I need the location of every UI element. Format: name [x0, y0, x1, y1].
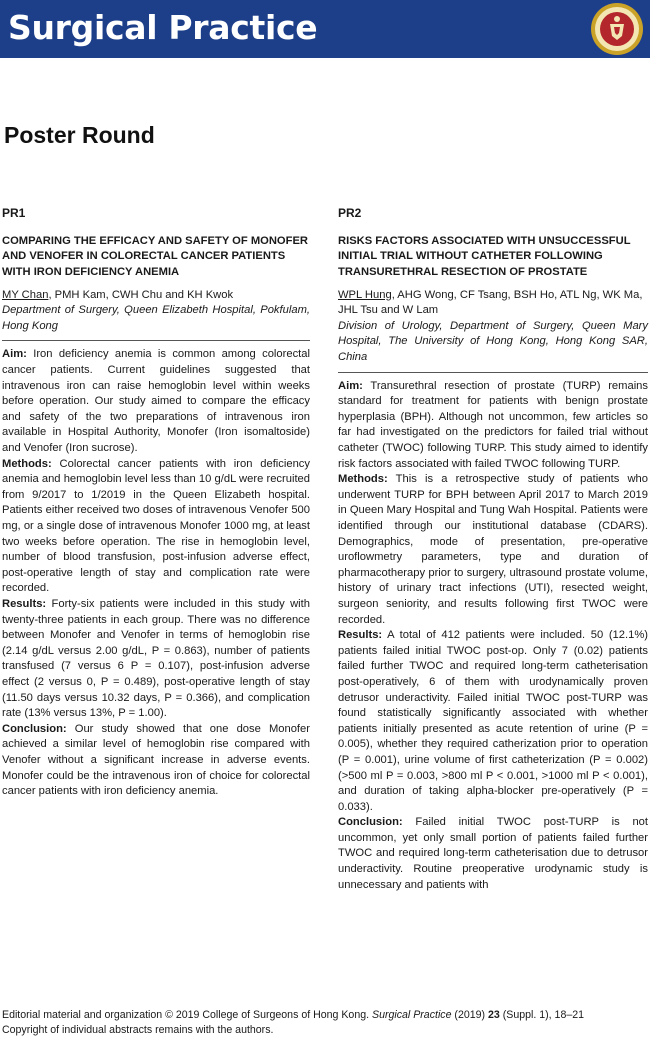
- abstract-id: PR2: [338, 206, 362, 220]
- author-list: [338, 288, 648, 319]
- journal-banner: [0, 0, 650, 58]
- conclusion-paragraph: Conclusion: Failed initial TWOC post-TURP is not uncommon, yet only small portion of patients failed further TWOC and required long-term catheterisation due to detrusor underactivity. Routine preoperative urodynamic study is unnecessary and patients with: [338, 816, 648, 891]
- presenting-author: WPL Hung: [338, 288, 392, 301]
- abstract-title: RISKS FACTORS ASSOCIATED WITH UNSUCCESSFUL INITIAL TRIAL WITHOUT CATHETER FOLLOWING TRANSURETHRAL RESECTION OF PROSTATE: [338, 234, 631, 278]
- aim-paragraph: Aim: Transurethral resection of prostate (TURP) remains standard for treatment for patients with benign prostate hyperplasia (BPH). Although not uncommon, few articles so far had investigated on the predictors for failed trial without catheter (TWOC) following TURP. This study aimed to identify risk factors associated with failed TWOC following TURP.: [338, 379, 648, 470]
- footer-line-2: Copyright of individual abstracts remains with the authors.: [2, 1024, 274, 1036]
- abstract-title: COMPARING THE EFFICACY AND SAFETY OF MONOFER AND VENOFER IN COLORECTAL CANCER PATIENTS WITH IRON DEFICIENCY ANEMIA: [2, 234, 309, 278]
- journal-title: Surgical Practice: [8, 8, 318, 47]
- abstract-id: PR1: [2, 206, 26, 220]
- conclusion-paragraph: Conclusion: Our study showed that one dose Monofer achieved a similar level of hemoglobin rise compared with Venofer without a significant increase in adverse events. Monofer could be the intravenous iron of choice for colorectal cancer patients with iron deficiency anemia.: [2, 722, 310, 798]
- methods-paragraph: Methods: Colorectal cancer patients with iron deficiency anemia and hemoglobin level less than 10 g/dL were recruited from 9/2017 to 1/2019 in the Queen Elizabeth hospital. Patients either received two doses of intravenous Venofer 500 mg, or a single dose of intravenous Monofer 1000 mg, at least two weeks before operation. The rise in hemoglobin level, number of blood transfusion, post-infusion adverse effect, post-operative length of stay and complication rate were recorded.: [2, 457, 310, 595]
- abstract-pr2: [338, 206, 648, 893]
- college-seal-icon: [590, 2, 644, 56]
- results-paragraph: Results: A total of 412 patients were included. 50 (12.1%) patients failed initial TWOC post-op. Only 7 (0.02) patients failed further TWOC and required long-term catheterisation post-operatively, 6 of them with urodynamically proven detrusor underactivity. Failed initial TWOC post-TURP was found statistically significantly associated with whether patients initially presented as acute retention of urine (P = 0.005), whether they required catherization prior to operation (P = 0.001), urine volume of first catheterization (P = 0.002) (>500 ml P = 0.003, >800 ml P < 0.001, >1000 ml P < 0.001), and duration of taking alpha-blocker pre-operatively (P = 0.033).: [338, 629, 648, 813]
- author-list: [2, 288, 310, 304]
- affiliation: Department of Surgery, Queen Elizabeth Hospital, Pokfulam, Hong Kong: [2, 303, 310, 341]
- affiliation: Division of Urology, Department of Surgery, Queen Mary Hospital, The University of Hong Kong, Hong Kong SAR, China: [338, 319, 648, 373]
- results-paragraph: Results: Forty-six patients were included in this study with twenty-three patients in each group. There was no difference between Monofer and Venofer in terms of hemoglobin rise (2.14 g/dL versus 2.00 g/dL, P = 0.863), number of patients transfused (7 versus 6 P = 0.107), post-infusion adverse effect (2 versus 0, P = 0.489), post-operative length of stay (11.50 days versus 10.32 days, P = 0.366), and complication rate (13% versus 13%, P = 1.00).: [2, 597, 310, 720]
- abstract-pr1: [2, 206, 310, 800]
- footer-line-1: Editorial material and organization © 2019 College of Surgeons of Hong Kong. Surgical Practice (2019) 23 (Suppl. 1), 18–21: [2, 1009, 585, 1021]
- page-footer: [2, 1008, 648, 1038]
- co-authors: , AHG Wong, CF Tsang, BSH Ho, ATL Ng, WK Ma, JHL Tsu and W Lam: [338, 288, 643, 317]
- co-authors: , PMH Kam, CWH Chu and KH Kwok: [48, 288, 234, 301]
- presenting-author: MY Chan: [2, 288, 49, 301]
- aim-paragraph: Aim: Iron deficiency anemia is common among colorectal cancer patients. Current guidelines suggested that intravenous iron can raise hemoglobin level within weeks before operation. Our study aimed to compare the efficacy and safety of the two preparations of intravenous iron available in Hospital Authority, Monofer (Iron isomaltoside) and Venofer (Iron sucrose).: [2, 348, 310, 455]
- section-title: Poster Round: [4, 122, 155, 148]
- methods-paragraph: Methods: This is a retrospective study of patients who underwent TURP for BPH between April 2017 to March 2019 in Queen Mary Hospital and Tung Wah Hospital. Patients were identified through our institutional database (CDARS). Demographics, mode of presentation, pre-operative uroflowmetry parameters, type and duration of pharmacotherapy prior to surgery, ultrasound prostate volume, history of urinary tract infections (UTI), resected weight, surgeon seniority, and results following first TWOC were recorded.: [338, 473, 648, 626]
